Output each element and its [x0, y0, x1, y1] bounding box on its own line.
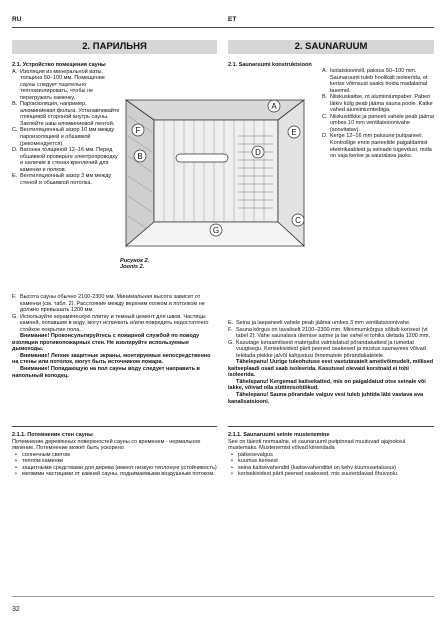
et-warning-3: Tähelepanu! Sauna põrandale valguv vesi tuleb juhtida läbi vastava ava kanalisatsiooni.	[228, 392, 424, 405]
label-c: C	[295, 216, 301, 225]
ru-item-e: E. Вентиляционный зазор 3 мм между стеной и обшивкой потолка.	[12, 173, 112, 186]
et-paragraph: See on täiesti normaalne, et saunaruumi puitpinnad muutuvad ajajooksul mustemaks. Mustenemist võivad kiirendada	[228, 438, 406, 452]
et-sub2: 2.1.1. Saunaruumi seinte mustenemine	[228, 432, 330, 438]
lang-ru: RU	[12, 16, 22, 23]
et-column	[322, 68, 434, 160]
ru-item-f: F. Высота сауны обычно 2100-2300 мм. Минимальная высота зависит от каменки (см. табл. 2). Расстояние между верхним полком и потолком не должно превышать 1200 мм.	[12, 294, 205, 314]
ru-warning-2: Внимание! Легкие защитные экраны, монтируемые непосредственно на стены или потолок, могут быть источником пожара.	[12, 352, 211, 366]
ru-paragraph: Потемнение деревянных поверхностей сауны со временем - нормальное явление. Потемнение может быть ускорено	[12, 438, 201, 452]
ru-item-b: B. Пароизоляция, например, алюминиевая фольга. Устанавливайте глянцевой стороной внутрь сауны. Заклейте швы алюминиевой лентой.	[12, 101, 120, 127]
label-a: A	[271, 102, 277, 111]
et-item-a: A. Isolatsioonivill, paksus 50–100 mm. Saunaruumi tuleb hoolikalt isoleerida, et kerise võimsust saaks hoida madalamal tasemel.	[322, 68, 428, 94]
title-et: 2. SAUNARUUM	[228, 40, 434, 54]
label-g: G	[212, 226, 220, 235]
ru-warning-3: Внимание! Попадающую на пол сауны воду следует направить в напольный колодец.	[12, 366, 200, 379]
ru-bullet: • солнечным светом	[12, 452, 217, 459]
header-rule	[12, 27, 434, 28]
ru-item-a: A. Изоляция из минеральной ваты, толщина 50–100 мм. Помещение сауны следует тщательно теплоизолировать, чтобы не перегружать каменку.	[12, 68, 105, 101]
ru-item-c: C. Вентиляционный зазор 10 мм между пароизоляцией и обшивкой (рекомендуется).	[12, 127, 115, 147]
et-bullet: • kerisekividest pärit peened osakesed, mis suurendavad õhuvoolu.	[228, 471, 434, 478]
et-bullet: • kuumus kerisest	[228, 458, 434, 465]
ru-bullet: • защитными средствами для дерева (имеют низкую теплоную устойчивость)	[12, 465, 217, 472]
ru-section-2	[12, 432, 217, 478]
label-b: B	[137, 152, 143, 161]
ru-item-g: G. Используйте керамическую плитку и темный цемент для швов. Частицы камней, попавшие в воду, могут испачкать и/или повредить недостаточно стойкое покрытие пола.	[12, 313, 209, 333]
ru-bullet: • мелкими частицами от камней сауны, поднимаемыми воздушным потоком.	[12, 471, 217, 478]
et-item-b: B. Niiskuskaitse, nt alumiiniumpaber. Paberi läikiv külg peab jääma sauna poole. Katke vahed alumiiniumteibiga.	[322, 94, 433, 114]
figure-caption: Рисунок 2. Joonis 2.	[120, 258, 150, 271]
ru-subtitle: 2.1. Устройство помещения сауны	[12, 62, 106, 68]
right-divider	[228, 426, 434, 427]
et-item-e: E. Seina ja laepaneeli vahele peab jääma umbes 3 mm ventilatsioonivahe.	[228, 320, 411, 326]
et-item-d: D. Kerge 12–16 mm paksune puitpaneel. Kontrollige enne paneelide paigaldamist elektrikaableid ja seinade tugevdusi, mida on vaja kerise ja saunalava jaoks.	[322, 133, 432, 160]
ru-bullet: • теплом каменки	[12, 458, 217, 465]
et-warning-1: Tähelepanu! Uurige tuleohutuse eest vastutavatelt ametivõimudelt, millised kaitseplaadi osad saab isoleerida. Kasutusel olevaid korstnaid ei tohi isoleerida.	[228, 359, 434, 379]
ru-sub2: 2.1.1. Потемнение стен сауны	[12, 432, 93, 438]
et-column-lower	[228, 320, 434, 405]
label-d: D	[255, 148, 261, 157]
ru-column	[12, 62, 120, 186]
label-f: F	[135, 126, 141, 135]
et-bullet: • seina kaitsevahendid (kaitsevahenditel on kehv kuumusetaluvus)	[228, 465, 434, 472]
footer-rule	[12, 596, 434, 597]
left-divider	[12, 426, 217, 427]
page-number: 32	[12, 606, 20, 613]
ru-item-d: D. Вагонка толщиной 12–16 мм. Перед обшивкой проверьте электропроводку и наличие в стенах креплений для каменки и полков.	[12, 147, 118, 173]
sauna-construction-diagram	[118, 96, 312, 258]
et-item-c: C. Niiskustõkke ja paneeli vahele peab jääma umbes 10 mm ventilatsioonivahe (soovitatav).	[322, 113, 434, 133]
et-bullet: • päikesevalgus	[228, 452, 434, 459]
et-warning-2: Tähelepanu! Kergemad kaitsekatted, mis on paigaldatud otse seinale või lakke, võivad olla süttimisohtlikud.	[228, 378, 426, 392]
label-e: E	[291, 128, 297, 137]
et-item-g: G. Kasutage keraamilisest materjalist valmistatud põrandakatteid ja tumedat vuugisegu. Kerisekividest pärit peened osakesed ja mustus saunavees võivad tekitada plekke ja/või kahjustusi õrnematele põrandakatetele.	[228, 339, 426, 359]
ru-column-lower	[12, 294, 217, 379]
ru-warning-1: Внимание! Проконсультируйтесь с пожарной службой по поводу изоляции противопожарных стен. Не изолируйте используемые дымоходы.	[12, 333, 200, 353]
et-item-f: F. Sauna kõrgus on tavaliselt 2100–2300 mm. Miinimumkõrgus sõltub kerisest (vt tabel 2). Vahe saunalava ülemise astme ja lae vahel ei tohiks ületada 1200 mm.	[228, 326, 431, 340]
lang-et: ET	[228, 16, 237, 23]
et-subtitle: 2.1. Saunaruumi konstruktsioon	[228, 62, 312, 68]
et-section-2	[228, 432, 434, 478]
title-ru: 2. ПАРИЛЬНЯ	[12, 40, 217, 54]
